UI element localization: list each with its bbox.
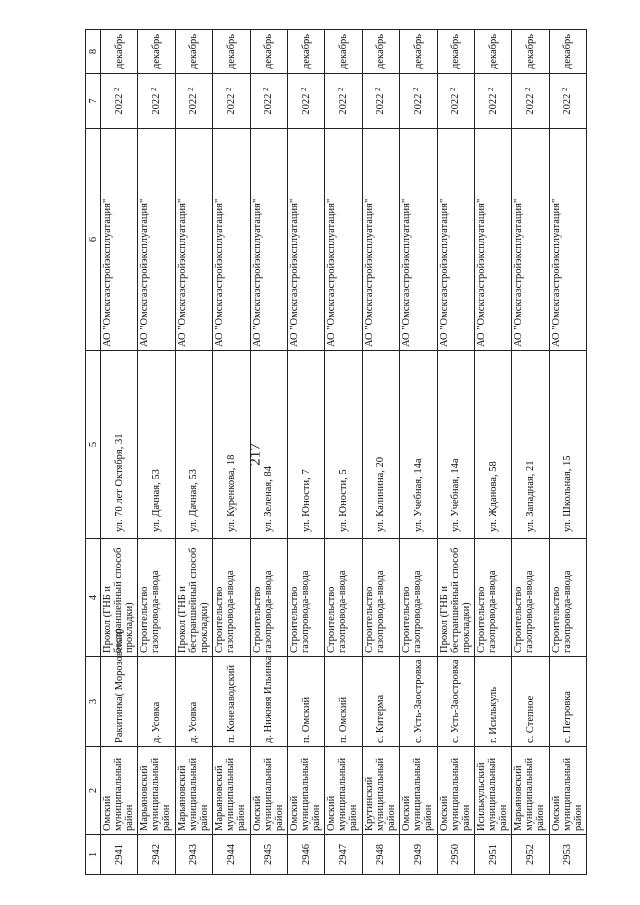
- row-number-text: 2949: [412, 844, 424, 865]
- executor-cell: [549, 129, 586, 351]
- year-cell-text: 2022: [338, 93, 350, 115]
- executor-cell-text: АО "Омскгазстройэксплуатация": [438, 198, 450, 347]
- year-cell: [549, 74, 586, 129]
- year-footnote-mark: 2: [187, 87, 196, 91]
- row-number-text: 2947: [338, 844, 350, 865]
- work-type-cell: [213, 539, 250, 657]
- address-cell-text: ул. Дачная, 53: [151, 469, 163, 532]
- month-cell-text: декабрь: [151, 34, 163, 69]
- month-cell-text: декабрь: [263, 34, 275, 69]
- settlement-cell-text: п. Омский: [300, 696, 312, 743]
- executor-cell-text: АО "Омскгазстройэксплуатация": [139, 198, 151, 347]
- settlement-cell-text: г. Исилькуль: [487, 686, 499, 743]
- column-header: 7: [86, 74, 101, 129]
- year-cell-text: 2022: [375, 93, 387, 115]
- district-cell: [437, 747, 474, 835]
- address-cell-text: ул. Куренкова, 18: [225, 454, 237, 532]
- district-cell-text: Марьяновский муниципальный район: [214, 757, 248, 831]
- district-cell-text: Омский муниципальный район: [401, 757, 435, 831]
- table-row: [437, 30, 474, 875]
- work-type-cell-text: Строительство газопровода-ввода: [401, 570, 424, 653]
- district-cell-text: Исилькульский муниципальный район: [475, 757, 509, 831]
- executor-cell: [138, 129, 175, 351]
- month-cell: [325, 30, 362, 74]
- month-cell-text: декабрь: [188, 34, 200, 69]
- month-cell-text: декабрь: [487, 34, 499, 69]
- month-cell-text: декабрь: [375, 34, 387, 69]
- district-cell-text: Омский муниципальный район: [288, 757, 322, 831]
- work-type-cell-text: Строительство газопровода-ввода: [251, 570, 274, 653]
- month-cell: [175, 30, 212, 74]
- address-cell: [101, 351, 138, 539]
- executor-cell: [287, 129, 324, 351]
- work-type-cell: [549, 539, 586, 657]
- address-cell: [287, 351, 324, 539]
- address-cell-text: ул. Юности, 5: [338, 469, 350, 532]
- month-cell: [250, 30, 287, 74]
- settlement-cell-text: п. Омский: [338, 696, 350, 743]
- settlement-cell-text: д. Усовка: [188, 701, 200, 743]
- settlement-cell: [101, 628, 138, 747]
- address-cell: [138, 351, 175, 539]
- district-cell: [138, 747, 175, 835]
- month-cell: [362, 30, 399, 74]
- column-header: 3: [86, 657, 101, 747]
- year-cell: [138, 74, 175, 129]
- month-cell-text: декабрь: [412, 34, 424, 69]
- column-header: 8: [86, 30, 101, 74]
- work-type-cell: [287, 539, 324, 657]
- row-number-text: 2953: [562, 844, 574, 865]
- year-cell-text: 2022: [151, 93, 163, 115]
- row-number-text: 2945: [263, 844, 275, 865]
- year-footnote-mark: 2: [224, 87, 233, 91]
- district-cell-text: Омский муниципальный район: [102, 757, 135, 831]
- district-cell-text: Марьяновский муниципальный район: [176, 757, 210, 831]
- settlement-cell: [175, 657, 212, 747]
- executor-cell-text: АО "Омскгазстройэксплуатация": [363, 198, 375, 347]
- month-cell: [549, 30, 586, 74]
- address-cell-text: ул. Западная, 21: [524, 460, 536, 532]
- executor-cell: [362, 129, 399, 351]
- year-cell-text: 2022: [450, 93, 462, 115]
- settlement-cell-text: с. Петровка: [562, 691, 574, 743]
- table-row: [549, 30, 586, 875]
- column-header: 6: [86, 129, 101, 351]
- work-type-cell: [138, 539, 175, 657]
- month-cell-text: декабрь: [450, 34, 462, 69]
- executor-cell-text: АО "Омскгазстройэксплуатация": [326, 198, 338, 347]
- address-cell-text: ул. Учебная, 14а: [450, 458, 462, 532]
- settlement-cell-text: Ракитинка( Морозовская): [113, 628, 125, 743]
- row-number-text: 2941: [113, 844, 125, 865]
- year-cell: [101, 74, 138, 129]
- year-cell: [287, 74, 324, 129]
- year-cell: [400, 74, 437, 129]
- year-footnote-mark: 2: [523, 87, 532, 91]
- address-cell-text: ул. 70 лет Октября, 31: [113, 433, 125, 532]
- work-type-cell: [175, 539, 212, 657]
- work-type-cell: [512, 539, 549, 657]
- header-row: [86, 30, 101, 875]
- district-cell-text: Омский муниципальный район: [438, 757, 472, 831]
- work-type-cell-text: Строительство газопровода-ввода: [288, 570, 311, 653]
- column-header: 2: [86, 747, 101, 835]
- district-cell-text: Крутинский муниципальный район: [363, 757, 397, 831]
- address-cell: [437, 351, 474, 539]
- district-cell: [474, 747, 511, 835]
- row-number: [362, 835, 399, 875]
- year-footnote-mark: 2: [262, 87, 271, 91]
- row-number-text: 2946: [300, 844, 312, 865]
- settlement-cell: [362, 657, 399, 747]
- settlement-cell-text: д. Усовка: [151, 701, 163, 743]
- settlement-cell: [138, 657, 175, 747]
- row-number-text: 2951: [487, 844, 499, 865]
- table-row: [474, 30, 511, 875]
- district-cell-text: Марьяновский муниципальный район: [139, 757, 173, 831]
- year-cell: [362, 74, 399, 129]
- address-cell-text: ул. Дачная, 53: [188, 469, 200, 532]
- row-number-text: 2952: [524, 844, 536, 865]
- year-footnote-mark: 2: [112, 87, 121, 91]
- executor-cell: [213, 129, 250, 351]
- month-cell-text: декабрь: [113, 34, 125, 69]
- district-cell: [213, 747, 250, 835]
- settlement-cell-text: с. Усть-Заостровка: [450, 659, 462, 743]
- district-cell: [175, 747, 212, 835]
- year-footnote-mark: 2: [337, 87, 346, 91]
- executor-cell-text: АО "Омскгазстройэксплуатация": [550, 198, 562, 347]
- executor-cell: [101, 129, 138, 351]
- table-row: [101, 30, 138, 875]
- work-type-cell-text: Строительство газопровода-ввода: [363, 570, 386, 653]
- settlement-cell: [400, 657, 437, 747]
- table-container: [85, 30, 584, 875]
- executor-cell: [400, 129, 437, 351]
- settlement-cell: [250, 657, 287, 747]
- work-type-cell: [325, 539, 362, 657]
- year-cell: [175, 74, 212, 129]
- row-number: [325, 835, 362, 875]
- year-cell-text: 2022: [487, 93, 499, 115]
- column-header: 5: [86, 351, 101, 539]
- year-cell-text: 2022: [263, 93, 275, 115]
- year-cell-text: 2022: [300, 93, 312, 115]
- year-cell-text: 2022: [412, 93, 424, 115]
- executor-cell: [175, 129, 212, 351]
- work-type-cell-text: Строительство газопровода-ввода: [550, 570, 573, 653]
- year-cell: [325, 74, 362, 129]
- year-cell: [437, 74, 474, 129]
- address-cell: [247, 351, 287, 539]
- address-cell-text: ул. Жданова, 58: [487, 461, 499, 532]
- month-cell-text: декабрь: [524, 34, 536, 69]
- address-cell-text: ул. Зеленая, 84: [263, 466, 275, 532]
- row-number: [549, 835, 586, 875]
- row-number-text: 2950: [450, 844, 462, 865]
- month-cell: [512, 30, 549, 74]
- work-type-cell: [101, 539, 138, 657]
- address-cell: [213, 351, 250, 539]
- settlement-cell: [437, 657, 474, 747]
- table-row: [325, 30, 362, 875]
- executor-cell: [474, 129, 511, 351]
- district-cell-text: Омский муниципальный район: [251, 757, 285, 831]
- row-number-text: 2948: [375, 844, 387, 865]
- work-type-cell-text: Строительство газопровода-ввода: [513, 570, 536, 653]
- year-cell-text: 2022: [188, 93, 200, 115]
- settlement-cell: [287, 657, 324, 747]
- work-type-cell: [437, 539, 474, 657]
- address-cell: [474, 351, 511, 539]
- row-number: [213, 835, 250, 875]
- executor-cell-text: АО "Омскгазстройэксплуатация": [102, 198, 113, 347]
- executor-cell-text: АО "Омскгазстройэксплуатация": [288, 198, 300, 347]
- address-cell: [175, 351, 212, 539]
- settlement-cell-text: с. Китерма: [375, 694, 387, 743]
- work-type-cell-text: Строительство газопровода-ввода: [214, 570, 237, 653]
- work-type-cell: [362, 539, 399, 657]
- month-cell: [437, 30, 474, 74]
- executor-cell-text: АО "Омскгазстройэксплуатация": [513, 198, 525, 347]
- row-number: [437, 835, 474, 875]
- row-number-text: 2944: [225, 844, 237, 865]
- column-header: 4: [86, 539, 101, 657]
- address-cell-text: ул. Юности, 7: [300, 469, 312, 532]
- executor-cell: [437, 129, 474, 351]
- year-cell: [213, 74, 250, 129]
- row-number: [512, 835, 549, 875]
- settlement-cell-text: с. Степное: [524, 695, 536, 743]
- month-cell: [474, 30, 511, 74]
- executor-cell: [250, 129, 287, 351]
- executor-cell: [512, 129, 549, 351]
- work-type-cell-text: Строительство газопровода-ввода: [475, 570, 498, 653]
- settlement-cell-text: с. Усть-Заостровка: [412, 659, 424, 743]
- executor-cell-text: АО "Омскгазстройэксплуатация": [401, 198, 413, 347]
- month-cell-text: декабрь: [338, 34, 350, 69]
- district-cell: [362, 747, 399, 835]
- year-footnote-mark: 2: [150, 87, 159, 91]
- executor-cell-text: АО "Омскгазстройэксплуатация": [251, 198, 263, 347]
- year-cell-text: 2022: [562, 93, 574, 115]
- address-cell: [400, 351, 437, 539]
- work-type-cell-text: Прокол (ГНБ и бестраншейный способ прокладки): [438, 547, 472, 653]
- settlement-cell-text: п. Конезаводский: [225, 665, 237, 743]
- table-row: [287, 30, 324, 875]
- month-cell: [138, 30, 175, 74]
- month-cell: [101, 30, 138, 74]
- work-type-cell-text: Прокол (ГНБ и бестраншейный способ прокладки): [176, 547, 210, 653]
- row-number-text: 2943: [188, 844, 200, 865]
- year-cell-text: 2022: [524, 93, 536, 115]
- row-number: [175, 835, 212, 875]
- month-cell-text: декабрь: [225, 34, 237, 69]
- year-cell-text: 2022: [225, 93, 237, 115]
- page-number: 217: [247, 443, 264, 466]
- work-type-cell-text: Строительство газопровода-ввода: [139, 570, 162, 653]
- district-cell-text: Марьяновский муниципальный район: [513, 757, 547, 831]
- month-cell: [213, 30, 250, 74]
- month-cell-text: декабрь: [562, 34, 574, 69]
- row-number: [287, 835, 324, 875]
- year-cell-text: 2022: [113, 93, 125, 115]
- address-cell-text: ул. Школьная, 15: [562, 455, 574, 532]
- address-cell-text: ул. Калинина, 20: [375, 456, 387, 532]
- settlement-cell: [213, 657, 250, 747]
- address-cell-text: ул. Учебная, 14а: [412, 458, 424, 532]
- district-cell-text: Омский муниципальный район: [326, 757, 360, 831]
- table-row: [213, 30, 250, 875]
- work-type-cell: [474, 539, 511, 657]
- address-cell: [512, 351, 549, 539]
- district-cell: [287, 747, 324, 835]
- executor-cell-text: АО "Омскгазстройэксплуатация": [475, 198, 487, 347]
- row-number: [101, 835, 138, 875]
- district-cell: [101, 747, 138, 835]
- work-type-cell-text: Прокол (ГНБ и бестраншейный способ прокладки): [102, 547, 135, 653]
- address-cell: [362, 351, 399, 539]
- work-type-cell-text: Строительство газопровода-ввода: [326, 570, 349, 653]
- table-row: [362, 30, 399, 875]
- year-cell: [250, 74, 287, 129]
- executor-cell: [325, 129, 362, 351]
- month-cell: [400, 30, 437, 74]
- settlement-cell-text: д. Нижняя Ильинка: [263, 655, 275, 743]
- executor-cell-text: АО "Омскгазстройэксплуатация": [214, 198, 226, 347]
- year-cell: [474, 74, 511, 129]
- work-type-cell: [400, 539, 437, 657]
- column-header: 1: [86, 835, 101, 875]
- month-cell-text: декабрь: [300, 34, 312, 69]
- settlement-cell: [474, 657, 511, 747]
- year-footnote-mark: 2: [374, 87, 383, 91]
- row-number-text: 2942: [151, 844, 163, 865]
- year-footnote-mark: 2: [486, 87, 495, 91]
- month-cell: [287, 30, 324, 74]
- district-cell-text: Омский муниципальный район: [550, 757, 584, 831]
- table-row: [400, 30, 437, 875]
- work-type-cell: [250, 539, 287, 657]
- table-row: [138, 30, 175, 875]
- district-cell: [400, 747, 437, 835]
- year-footnote-mark: 2: [561, 87, 570, 91]
- address-cell: [549, 351, 586, 539]
- row-number: [474, 835, 511, 875]
- works-table: [85, 29, 587, 875]
- district-cell: [250, 747, 287, 835]
- row-number: [400, 835, 437, 875]
- district-cell: [325, 747, 362, 835]
- rotated-table-frame: [85, 30, 584, 875]
- table-row: [512, 30, 549, 875]
- row-number: [138, 835, 175, 875]
- settlement-cell: [325, 657, 362, 747]
- settlement-cell: [512, 657, 549, 747]
- year-footnote-mark: 2: [411, 87, 420, 91]
- year-footnote-mark: 2: [449, 87, 458, 91]
- year-cell: [512, 74, 549, 129]
- settlement-cell: [549, 657, 586, 747]
- executor-cell-text: АО "Омскгазстройэксплуатация": [176, 198, 188, 347]
- table-row: [250, 30, 287, 875]
- district-cell: [512, 747, 549, 835]
- district-cell: [549, 747, 586, 835]
- address-cell: [325, 351, 362, 539]
- table-row: [175, 30, 212, 875]
- year-footnote-mark: 2: [299, 87, 308, 91]
- row-number: [250, 835, 287, 875]
